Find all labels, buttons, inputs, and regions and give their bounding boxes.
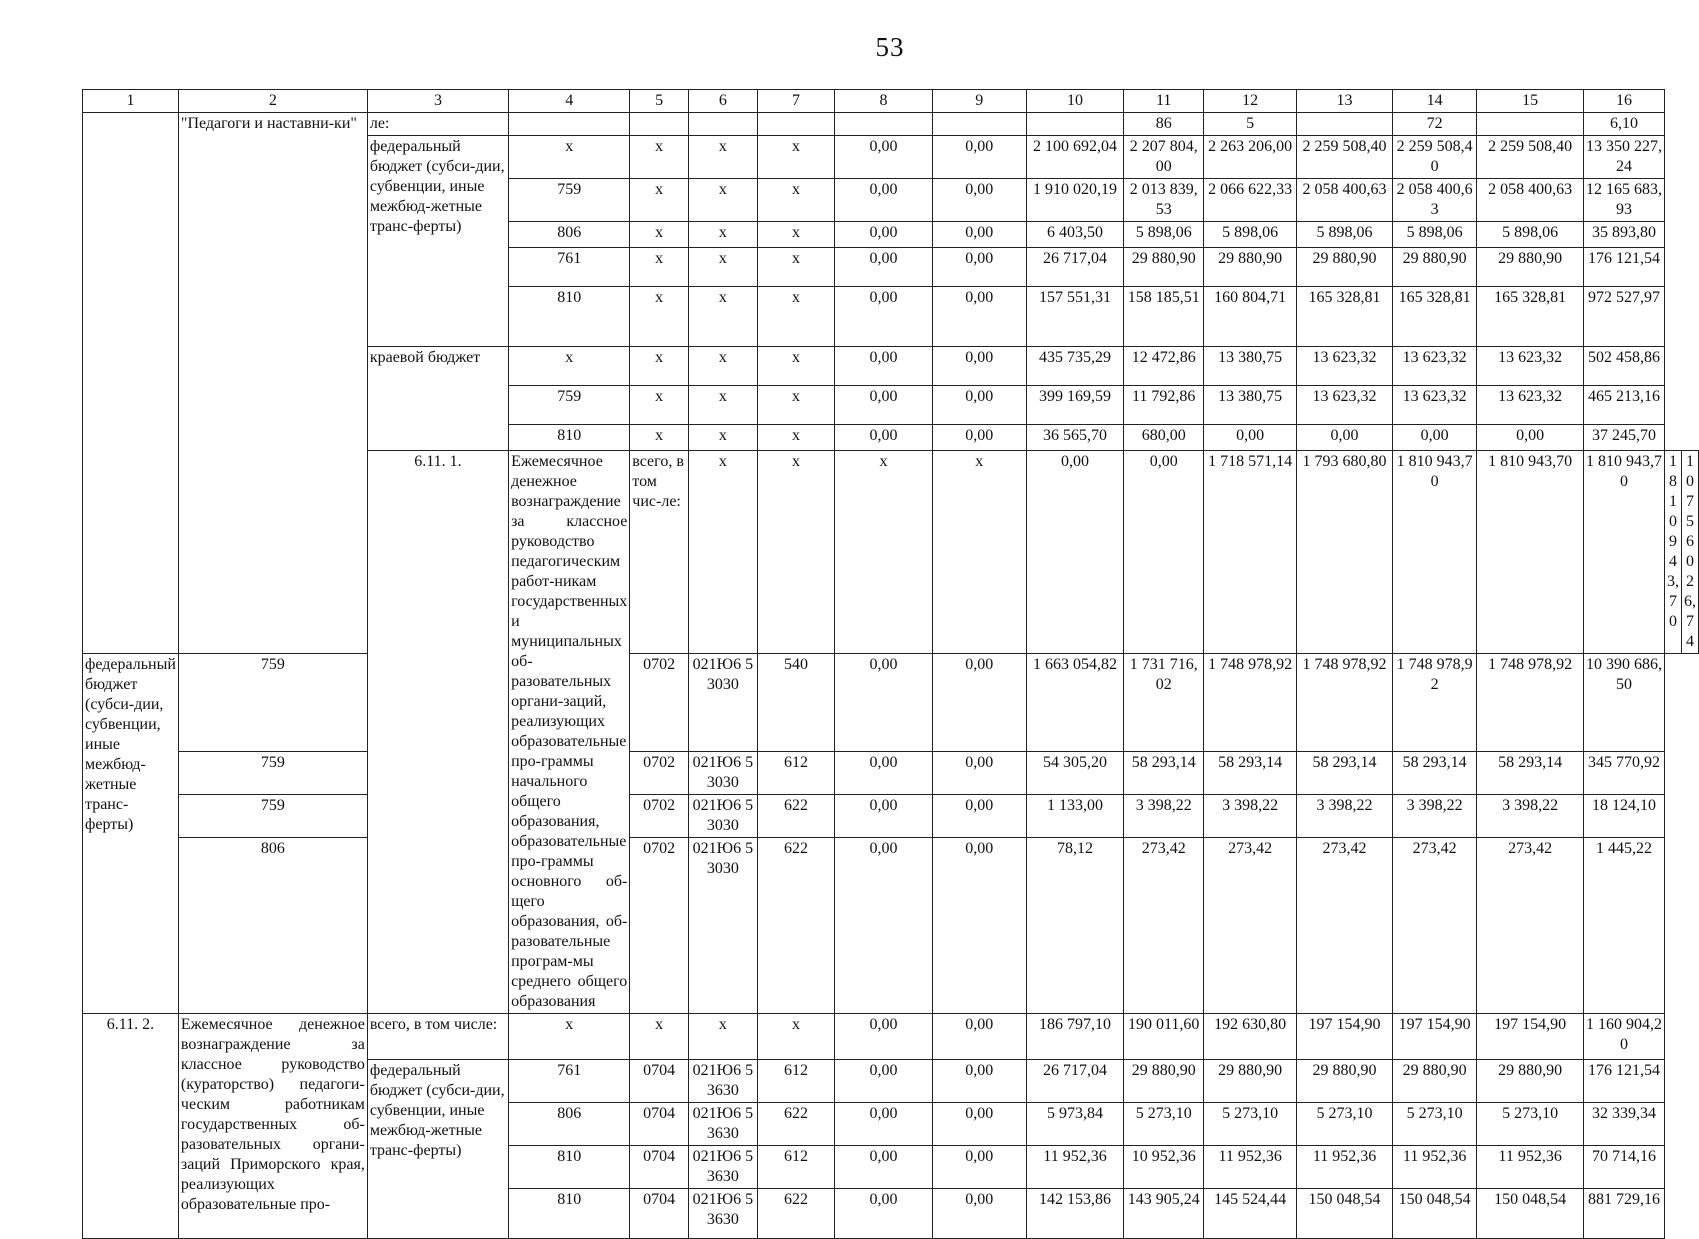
- table-cell-col-11: 1 731 716,02: [1124, 654, 1204, 752]
- table-cell-col-6: x: [688, 386, 757, 425]
- table-cell-col-5: x: [630, 347, 689, 386]
- table-cell-col-8: 0,00: [835, 347, 933, 386]
- table-cell-col-4: 806: [509, 1103, 630, 1146]
- table-cell-col-6: 021Ю6 53030: [688, 795, 757, 838]
- table-cell-col-11: 1 793 680,80: [1297, 451, 1393, 654]
- table-cell-col-16: 465 213,16: [1583, 386, 1664, 425]
- table-cell-col-4: 761: [509, 1060, 630, 1103]
- table-cell-col-13: 29 880,90: [1297, 248, 1393, 287]
- column-header-2: 2: [178, 90, 367, 113]
- table-cell-col-14: 2 058 400,63: [1392, 179, 1476, 222]
- table-cell-col-12: 3 398,22: [1204, 795, 1297, 838]
- table-cell-col-9: 0,00: [932, 838, 1026, 1014]
- table-cell-col-11: 3 398,22: [1124, 795, 1204, 838]
- table-cell-col-14: 1 810 943,70: [1583, 451, 1664, 654]
- table-cell-col-16: 6,10: [1583, 113, 1664, 136]
- table-cell-col-11: 10 952,36: [1124, 1146, 1204, 1189]
- table-cell-col-5: 0702: [630, 795, 689, 838]
- table-cell-col-8: 0,00: [835, 1103, 933, 1146]
- table-cell-col-12: 1 748 978,92: [1204, 654, 1297, 752]
- table-cell-col-10: 36 565,70: [1026, 425, 1124, 451]
- table-cell-col-8: 0,00: [1026, 451, 1124, 654]
- table-cell-col-13: 2 058 400,63: [1297, 179, 1393, 222]
- table-cell-col-8: 0,00: [835, 248, 933, 287]
- table-cell-col-4: 810: [509, 425, 630, 451]
- table-cell-col-14: 13 623,32: [1392, 347, 1476, 386]
- table-cell-col-10: 78,12: [1026, 838, 1124, 1014]
- table-cell-col-13: 5 273,10: [1297, 1103, 1393, 1146]
- table-cell-col-6: 021Ю6 53630: [688, 1189, 757, 1239]
- table-cell-col-5: x: [630, 136, 689, 179]
- table-cell-col-4: 761: [509, 248, 630, 287]
- table-cell-col-16: 37 245,70: [1583, 425, 1664, 451]
- table-cell-col-15: 5 898,06: [1477, 222, 1584, 248]
- table-cell-col-8: 0,00: [835, 795, 933, 838]
- table-cell-col-13: 13 623,32: [1297, 347, 1393, 386]
- table-cell-col-4: 759: [178, 795, 367, 838]
- table-cell-col-15: 29 880,90: [1477, 248, 1584, 287]
- table-cell-col-5: x: [757, 451, 834, 654]
- table-cell-col-16: 502 458,86: [1583, 347, 1664, 386]
- table-row: [83, 654, 1699, 752]
- table-cell-col-12: 160 804,71: [1204, 287, 1297, 347]
- table-cell-col-10: 186 797,10: [1026, 1014, 1124, 1060]
- table-cell-col-15: 13 623,32: [1477, 386, 1584, 425]
- funding-source-federal: федеральный бюджет (субси-дии, субвенции, иные межбюд-жетные транс-ферты): [367, 1060, 508, 1239]
- table-cell-col-12: 0,00: [1204, 425, 1297, 451]
- table-cell-col-16: 70 714,16: [1583, 1146, 1664, 1189]
- table-cell-col-8: 0,00: [835, 179, 933, 222]
- table-cell-col-4: 806: [509, 222, 630, 248]
- table-cell-col-15: 165 328,81: [1477, 287, 1584, 347]
- table-cell-col-16: 1 160 904,20: [1583, 1014, 1664, 1060]
- table-cell-col-6: x: [688, 136, 757, 179]
- table-cell-col-15: 1 810 943,70: [1665, 451, 1682, 654]
- table-cell-col-14: 150 048,54: [1392, 1189, 1476, 1239]
- table-cell-col-11: 2 207 804,00: [1124, 136, 1204, 179]
- table-cell-col-15: 11 952,36: [1477, 1146, 1584, 1189]
- measure-name-cell: "Педагоги и наставни-ки": [178, 113, 367, 654]
- table-cell-col-10: 399 169,59: [1026, 386, 1124, 425]
- table-cell-col-7: 622: [757, 1189, 834, 1239]
- table-cell-col-10: 1 133,00: [1026, 795, 1124, 838]
- table-cell-col-14: 273,42: [1392, 838, 1476, 1014]
- table-cell-col-10: 1 663 054,82: [1026, 654, 1124, 752]
- table-cell-col-14: 3 398,22: [1392, 795, 1476, 838]
- table-cell-col-7: 622: [757, 1103, 834, 1146]
- table-cell-col-4: 810: [509, 1146, 630, 1189]
- column-header-7: 7: [757, 90, 834, 113]
- table-cell-col-12: 29 880,90: [1204, 248, 1297, 287]
- table-cell-col-8: 0,00: [835, 287, 933, 347]
- table-cell-col-11: 143 905,24: [1124, 1189, 1204, 1239]
- table-row: [83, 90, 1699, 113]
- table-cell-col-10: 5 973,84: [1026, 1103, 1124, 1146]
- table-cell-col-6: 021Ю6 53630: [688, 1146, 757, 1189]
- funding-source-federal: федеральный бюджет (субси-дии, субвенции, иные межбюд-жетные транс-ферты): [83, 654, 179, 1014]
- table-cell-col-11: 11 792,86: [1124, 386, 1204, 425]
- table-cell-col-13: 58 293,14: [1297, 752, 1393, 795]
- table-cell-col-14: 29 880,90: [1392, 1060, 1476, 1103]
- table-cell-col-13: 150 048,54: [1297, 1189, 1393, 1239]
- table-cell-col-12: 2 066 622,33: [1204, 179, 1297, 222]
- table-cell-col-7: 622: [757, 795, 834, 838]
- table-cell-col-11: 680,00: [1124, 425, 1204, 451]
- table-cell-col-16: 345 770,92: [1583, 752, 1664, 795]
- table-cell-col-13: 2 259 508,40: [1297, 136, 1393, 179]
- measure-name-cell: Ежемесячное денежное вознаграждение за классное руководство (кураторство) педагоги-ческим работникам государственных об-разовательных органи-заций Приморского края, реализующих образовательные про-: [178, 1014, 367, 1239]
- table-cell-col-10: 157 551,31: [1026, 287, 1124, 347]
- table-cell-col-7: x: [932, 451, 1026, 654]
- table-cell-col-6: x: [688, 222, 757, 248]
- table-cell-col-10: 26 717,04: [1026, 248, 1124, 287]
- table-cell-col-14: 58 293,14: [1392, 752, 1476, 795]
- table-cell-col-5: 0704: [630, 1189, 689, 1239]
- table-cell-col-16: 881 729,16: [1583, 1189, 1664, 1239]
- funding-source-federal: федеральный бюджет (субси-дии, субвенции, иные межбюд-жетные транс-ферты): [367, 136, 508, 347]
- table-cell-col-14: 72: [1392, 113, 1476, 136]
- table-cell-col-16: 10 756 026,74: [1682, 451, 1699, 654]
- table-cell-col-4: 810: [509, 1189, 630, 1239]
- table-cell-col-4: x: [509, 136, 630, 179]
- table-cell-col-8: 0,00: [835, 1060, 933, 1103]
- table-cell-col-13: 29 880,90: [1297, 1060, 1393, 1103]
- table-cell-col-5: x: [630, 1014, 689, 1060]
- table-cell-col-9: 0,00: [932, 1060, 1026, 1103]
- table-cell-col-14: 1 748 978,92: [1392, 654, 1476, 752]
- table-cell-col-12: 13 380,75: [1204, 386, 1297, 425]
- table-cell-col-11: 2 013 839,53: [1124, 179, 1204, 222]
- table-cell-col-7: [757, 113, 834, 136]
- table-cell-col-11: 12 472,86: [1124, 347, 1204, 386]
- table-cell-col-6: 021Ю6 53030: [688, 654, 757, 752]
- table-cell-col-15: 197 154,90: [1477, 1014, 1584, 1060]
- table-cell-col-8: 0,00: [835, 386, 933, 425]
- table-cell-col-11: 58 293,14: [1124, 752, 1204, 795]
- table-cell-col-9: 0,00: [932, 795, 1026, 838]
- table-cell-col-13: 3 398,22: [1297, 795, 1393, 838]
- table-row: [83, 795, 1699, 838]
- funding-source-total: всего, в том числе:: [367, 1014, 508, 1060]
- table-cell-col-15: 13 623,32: [1477, 347, 1584, 386]
- table-cell-col-15: 29 880,90: [1477, 1060, 1584, 1103]
- table-cell-col-12: 273,42: [1204, 838, 1297, 1014]
- table-row: [83, 113, 1699, 136]
- column-header-9: 9: [932, 90, 1026, 113]
- row-number-cell: 6.11. 1.: [367, 451, 508, 1014]
- table-cell-col-9: 0,00: [932, 1189, 1026, 1239]
- table-cell-col-11: 5 273,10: [1124, 1103, 1204, 1146]
- table-cell-col-5: 0704: [630, 1103, 689, 1146]
- table-cell-col-7: x: [757, 222, 834, 248]
- table-cell-col-8: 0,00: [835, 1189, 933, 1239]
- table-cell-col-7: x: [757, 287, 834, 347]
- funding-source-cell: ле:: [367, 113, 508, 136]
- table-cell-col-14: 5 898,06: [1392, 222, 1476, 248]
- table-cell-col-9: 0,00: [932, 1146, 1026, 1189]
- table-cell-col-6: x: [688, 179, 757, 222]
- column-header-4: 4: [509, 90, 630, 113]
- table-cell-col-5: x: [630, 222, 689, 248]
- table-cell-col-9: 0,00: [932, 347, 1026, 386]
- table-cell-col-14: 2 259 508,40: [1392, 136, 1476, 179]
- table-cell-col-6: x: [688, 287, 757, 347]
- table-row: [83, 752, 1699, 795]
- table-cell-col-15: 5 273,10: [1477, 1103, 1584, 1146]
- table-cell-col-9: 0,00: [932, 752, 1026, 795]
- column-header-10: 10: [1026, 90, 1124, 113]
- table-cell-col-6: x: [688, 1014, 757, 1060]
- table-cell-col-9: 0,00: [1124, 451, 1204, 654]
- table-cell-col-15: 3 398,22: [1477, 795, 1584, 838]
- table-cell-col-7: x: [757, 1014, 834, 1060]
- table-cell-col-8: 0,00: [835, 136, 933, 179]
- table-cell-col-9: 0,00: [932, 248, 1026, 287]
- funding-source-total: всего, в том чис-ле:: [630, 451, 689, 654]
- table-cell-col-11: 5 898,06: [1124, 222, 1204, 248]
- table-cell-col-4: 759: [509, 179, 630, 222]
- column-header-12: 12: [1204, 90, 1297, 113]
- column-header-11: 11: [1124, 90, 1204, 113]
- table-cell-col-8: 0,00: [835, 425, 933, 451]
- column-header-6: 6: [688, 90, 757, 113]
- table-cell-col-5: x: [630, 179, 689, 222]
- table-cell-col-10: 142 153,86: [1026, 1189, 1124, 1239]
- table-cell-col-9: [932, 113, 1026, 136]
- table-cell-col-5: 0702: [630, 654, 689, 752]
- budget-table: [82, 89, 1699, 1239]
- table-cell-col-10: [1026, 113, 1124, 136]
- table-cell-col-7: x: [757, 425, 834, 451]
- table-cell-col-15: 2 259 508,40: [1477, 136, 1584, 179]
- table-cell-col-9: 0,00: [932, 425, 1026, 451]
- column-header-1: 1: [83, 90, 179, 113]
- table-cell-col-8: 0,00: [835, 1014, 933, 1060]
- table-cell-col-15: 150 048,54: [1477, 1189, 1584, 1239]
- table-cell-col-16: 32 339,34: [1583, 1103, 1664, 1146]
- table-cell-col-4: x: [509, 347, 630, 386]
- table-cell-col-7: x: [757, 136, 834, 179]
- table-cell-col-13: [1297, 113, 1393, 136]
- table-cell-col-13: 13 623,32: [1297, 386, 1393, 425]
- table-cell-col-7: 612: [757, 1146, 834, 1189]
- table-cell-col-8: 0,00: [835, 1146, 933, 1189]
- table-cell-col-4: x: [688, 451, 757, 654]
- column-header-8: 8: [835, 90, 933, 113]
- table-cell-col-12: 192 630,80: [1204, 1014, 1297, 1060]
- table-cell-col-9: 0,00: [932, 1103, 1026, 1146]
- measure-name-cell: Ежемесячное денежное вознаграждение за классное руководство педагогическим работ-никам государственных и муниципальных об-разовательных органи-заций, реализующих образовательные про-граммы начального общего образования, образовательные про-граммы основного об-щего образования, об-разовательные програм-мы среднего общего образования: [509, 451, 630, 1014]
- table-cell-col-15: 58 293,14: [1477, 752, 1584, 795]
- table-cell-col-12: 5 273,10: [1204, 1103, 1297, 1146]
- table-cell-col-16: 176 121,54: [1583, 248, 1664, 287]
- column-header-16: 16: [1583, 90, 1664, 113]
- table-cell-col-7: x: [757, 386, 834, 425]
- table-cell-col-12: 2 263 206,00: [1204, 136, 1297, 179]
- table-cell-col-8: 0,00: [835, 752, 933, 795]
- table-cell-col-10: 1 718 571,14: [1204, 451, 1297, 654]
- table-cell-col-5: 0704: [630, 1146, 689, 1189]
- table-cell-col-6: x: [835, 451, 933, 654]
- table-cell-col-9: 0,00: [932, 222, 1026, 248]
- table-cell-col-9: 0,00: [932, 386, 1026, 425]
- table-cell-col-11: 29 880,90: [1124, 248, 1204, 287]
- row-number-cell: [83, 113, 179, 654]
- table-cell-col-6: 021Ю6 53630: [688, 1103, 757, 1146]
- table-cell-col-7: 612: [757, 1060, 834, 1103]
- row-number-cell: 6.11. 2.: [83, 1014, 179, 1239]
- funding-source-regional: краевой бюджет: [367, 347, 508, 451]
- column-header-3: 3: [367, 90, 508, 113]
- table-cell-col-5: x: [630, 287, 689, 347]
- table-cell-col-5: 0702: [630, 838, 689, 1014]
- table-cell-col-13: 11 952,36: [1297, 1146, 1393, 1189]
- table-cell-col-15: [1477, 113, 1584, 136]
- table-row: [83, 1014, 1699, 1060]
- table-cell-col-11: 273,42: [1124, 838, 1204, 1014]
- table-cell-col-14: 13 623,32: [1392, 386, 1476, 425]
- table-cell-col-6: 021Ю6 53630: [688, 1060, 757, 1103]
- table-cell-col-7: 622: [757, 838, 834, 1014]
- table-cell-col-10: 1 910 020,19: [1026, 179, 1124, 222]
- table-cell-col-12: 5 898,06: [1204, 222, 1297, 248]
- table-cell-col-5: 0704: [630, 1060, 689, 1103]
- table-cell-col-9: 0,00: [932, 1014, 1026, 1060]
- table-cell-col-12: 5: [1204, 113, 1297, 136]
- table-cell-col-16: 176 121,54: [1583, 1060, 1664, 1103]
- table-cell-col-15: 0,00: [1477, 425, 1584, 451]
- table-cell-col-7: x: [757, 248, 834, 287]
- table-cell-col-11: 29 880,90: [1124, 1060, 1204, 1103]
- table-cell-col-7: 612: [757, 752, 834, 795]
- table-cell-col-7: x: [757, 179, 834, 222]
- table-cell-col-8: 0,00: [835, 654, 933, 752]
- table-cell-col-6: 021Ю6 53030: [688, 838, 757, 1014]
- table-cell-col-16: 10 390 686,50: [1583, 654, 1664, 752]
- table-cell-col-4: 806: [178, 838, 367, 1014]
- table-cell-col-13: 273,42: [1297, 838, 1393, 1014]
- table-cell-col-10: 6 403,50: [1026, 222, 1124, 248]
- table-cell-col-10: 26 717,04: [1026, 1060, 1124, 1103]
- table-cell-col-14: 11 952,36: [1392, 1146, 1476, 1189]
- table-row: [83, 838, 1699, 1014]
- table-cell-col-12: 13 380,75: [1204, 347, 1297, 386]
- table-cell-col-16: 35 893,80: [1583, 222, 1664, 248]
- table-cell-col-8: 0,00: [835, 838, 933, 1014]
- table-cell-col-13: 0,00: [1297, 425, 1393, 451]
- table-cell-col-15: 1 748 978,92: [1477, 654, 1584, 752]
- table-cell-col-16: 18 124,10: [1583, 795, 1664, 838]
- column-header-14: 14: [1392, 90, 1476, 113]
- table-cell-col-9: 0,00: [932, 136, 1026, 179]
- table-cell-col-9: 0,00: [932, 179, 1026, 222]
- table-cell-col-4: 759: [509, 386, 630, 425]
- table-cell-col-15: 2 058 400,63: [1477, 179, 1584, 222]
- table-cell-col-12: 58 293,14: [1204, 752, 1297, 795]
- table-cell-col-5: [630, 113, 689, 136]
- table-cell-col-4: 759: [178, 752, 367, 795]
- table-cell-col-13: 1 748 978,92: [1297, 654, 1393, 752]
- table-cell-col-8: [835, 113, 933, 136]
- table-cell-col-13: 1 810 943,70: [1477, 451, 1584, 654]
- page-number: 53: [875, 32, 905, 62]
- table-cell-col-4: x: [509, 1014, 630, 1060]
- table-cell-col-6: x: [688, 425, 757, 451]
- table-cell-col-10: 435 735,29: [1026, 347, 1124, 386]
- table-cell-col-13: 165 328,81: [1297, 287, 1393, 347]
- table-cell-col-4: 810: [509, 287, 630, 347]
- table-cell-col-11: 190 011,60: [1124, 1014, 1204, 1060]
- table-cell-col-12: 1 810 943,70: [1392, 451, 1476, 654]
- table-cell-col-14: 0,00: [1392, 425, 1476, 451]
- table-cell-col-14: 5 273,10: [1392, 1103, 1476, 1146]
- table-cell-col-10: 11 952,36: [1026, 1146, 1124, 1189]
- column-header-5: 5: [630, 90, 689, 113]
- table-cell-col-7: 540: [757, 654, 834, 752]
- table-cell-col-16: 13 350 227,24: [1583, 136, 1664, 179]
- table-cell-col-9: 0,00: [932, 654, 1026, 752]
- table-cell-col-4: [509, 113, 630, 136]
- table-cell-col-5: x: [630, 248, 689, 287]
- table-cell-col-7: x: [757, 347, 834, 386]
- table-cell-col-13: 197 154,90: [1297, 1014, 1393, 1060]
- table-cell-col-5: x: [630, 386, 689, 425]
- table-cell-col-10: 2 100 692,04: [1026, 136, 1124, 179]
- table-cell-col-6: x: [688, 347, 757, 386]
- table-cell-col-16: 972 527,97: [1583, 287, 1664, 347]
- table-cell-col-14: 29 880,90: [1392, 248, 1476, 287]
- table-cell-col-9: 0,00: [932, 287, 1026, 347]
- table-cell-col-11: 158 185,51: [1124, 287, 1204, 347]
- table-cell-col-16: 12 165 683,93: [1583, 179, 1664, 222]
- table-cell-col-6: 021Ю6 53030: [688, 752, 757, 795]
- table-cell-col-12: 11 952,36: [1204, 1146, 1297, 1189]
- table-cell-col-15: 273,42: [1477, 838, 1584, 1014]
- table-cell-col-12: 29 880,90: [1204, 1060, 1297, 1103]
- table-cell-col-16: 1 445,22: [1583, 838, 1664, 1014]
- table-cell-col-4: 759: [178, 654, 367, 752]
- table-cell-col-8: 0,00: [835, 222, 933, 248]
- table-cell-col-10: 54 305,20: [1026, 752, 1124, 795]
- column-header-13: 13: [1297, 90, 1393, 113]
- table-cell-col-5: x: [630, 425, 689, 451]
- table-cell-col-5: 0702: [630, 752, 689, 795]
- table-cell-col-14: 197 154,90: [1392, 1014, 1476, 1060]
- table-cell-col-6: [688, 113, 757, 136]
- table-cell-col-12: 145 524,44: [1204, 1189, 1297, 1239]
- table-cell-col-14: 165 328,81: [1392, 287, 1476, 347]
- table-cell-col-13: 5 898,06: [1297, 222, 1393, 248]
- column-header-15: 15: [1477, 90, 1584, 113]
- table-cell-col-11: 86: [1124, 113, 1204, 136]
- table-cell-col-6: x: [688, 248, 757, 287]
